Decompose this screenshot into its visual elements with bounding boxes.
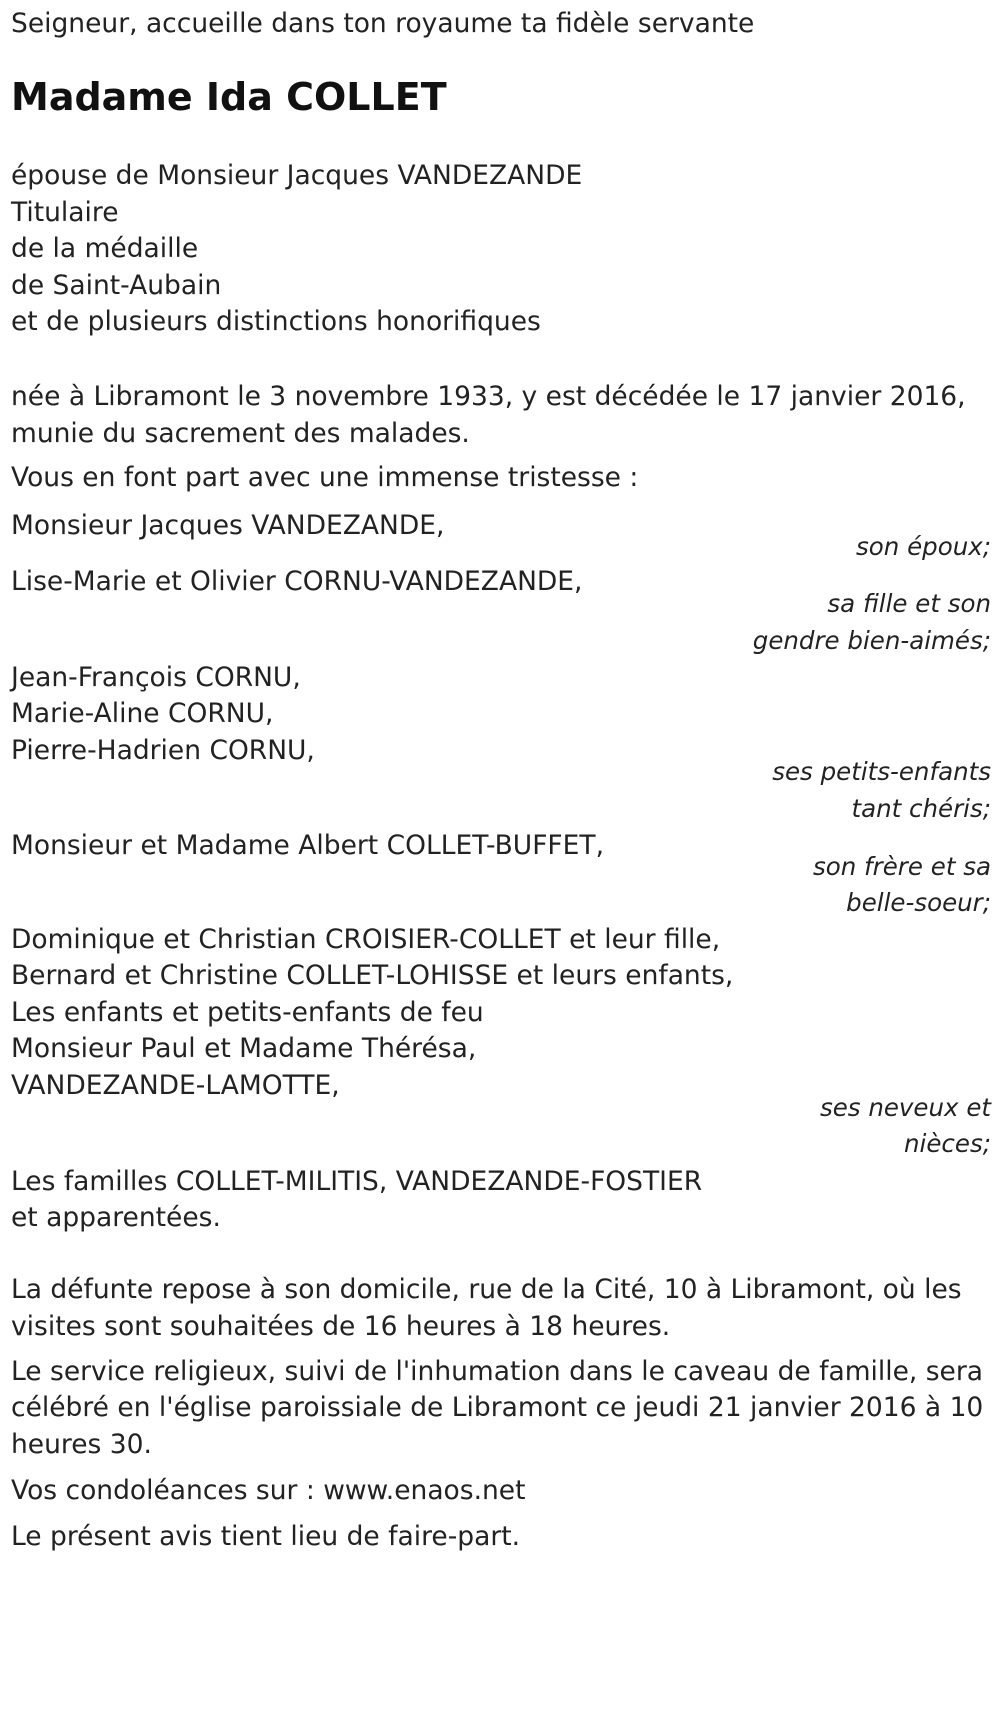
- family-name: Jean-François CORNU,: [11, 662, 301, 693]
- bio-line: et de plusieurs distinctions honorifiques: [11, 306, 541, 338]
- family-name: Pierre-Hadrien CORNU,: [11, 735, 315, 766]
- family-role: gendre bien-aimés;: [752, 626, 991, 655]
- service-line: Le service religieux, suivi de l'inhumation dans le caveau de famille, sera: [11, 1356, 983, 1387]
- birth-block: [11, 378, 966, 452]
- deceased-name: Madame Ida COLLET: [11, 75, 447, 119]
- announcement: Vous en font part avec une immense tristesse :: [11, 462, 639, 493]
- families-line: et apparentées.: [11, 1202, 221, 1233]
- family-name: VANDEZANDE-LAMOTTE,: [11, 1070, 340, 1101]
- closing-line: Le présent avis tient lieu de faire-part.: [11, 1521, 521, 1552]
- bio-line: épouse de Monsieur Jacques VANDEZANDE: [11, 160, 583, 191]
- birth-line: munie du sacrement des malades.: [11, 418, 470, 449]
- family-role: nièces;: [904, 1129, 991, 1158]
- bio-line: de Saint-Aubain: [11, 269, 222, 301]
- family-role: ses neveux et: [819, 1093, 991, 1122]
- family-name: Les enfants et petits-enfants de feu: [11, 997, 484, 1028]
- service-line: heures 30.: [11, 1429, 152, 1460]
- repose-line: visites sont souhaitées de 16 heures à 18 heures.: [11, 1311, 671, 1342]
- family-name: Bernard et Christine COLLET-LOHISSE et leurs enfants,: [11, 960, 734, 991]
- birth-line: née à Libramont le 3 novembre 1933, y est décédée le 17 janvier 2016,: [11, 381, 966, 412]
- bio-line: de la médaille: [11, 233, 199, 265]
- repose-line: La défunte repose à son domicile, rue de la Cité, 10 à Libramont, où les: [11, 1274, 962, 1305]
- family-role: son époux;: [856, 532, 991, 561]
- families-line: Les familles COLLET-MILITIS, VANDEZANDE-FOSTIER: [11, 1166, 703, 1197]
- family-role: son frère et sa: [812, 852, 991, 881]
- family-name: Monsieur Paul et Madame Thérésa,: [11, 1033, 477, 1064]
- bio-line: Titulaire: [11, 196, 119, 228]
- service-line: célébré en l'église paroissiale de Libramont ce jeudi 21 janvier 2016 à 10: [11, 1392, 984, 1423]
- family-name: Lise-Marie et Olivier CORNU-VANDEZANDE,: [11, 566, 583, 597]
- family-name: Marie-Aline CORNU,: [11, 698, 274, 729]
- family-role: ses petits-enfants: [772, 757, 991, 786]
- family-name: Dominique et Christian CROISIER-COLLET et leur fille,: [11, 924, 721, 955]
- epigraph: Seigneur, accueille dans ton royaume ta fidèle servante: [11, 8, 755, 39]
- family-name: Monsieur Jacques VANDEZANDE,: [11, 510, 445, 541]
- family-role: sa fille et son: [827, 589, 991, 618]
- family-name: Monsieur et Madame Albert COLLET-BUFFET,: [11, 830, 605, 861]
- family-role: belle-soeur;: [846, 888, 991, 917]
- condolences-line: Vos condoléances sur : www.enaos.net: [11, 1475, 526, 1506]
- bio-block: [11, 158, 582, 341]
- family-role: tant chéris;: [851, 794, 991, 823]
